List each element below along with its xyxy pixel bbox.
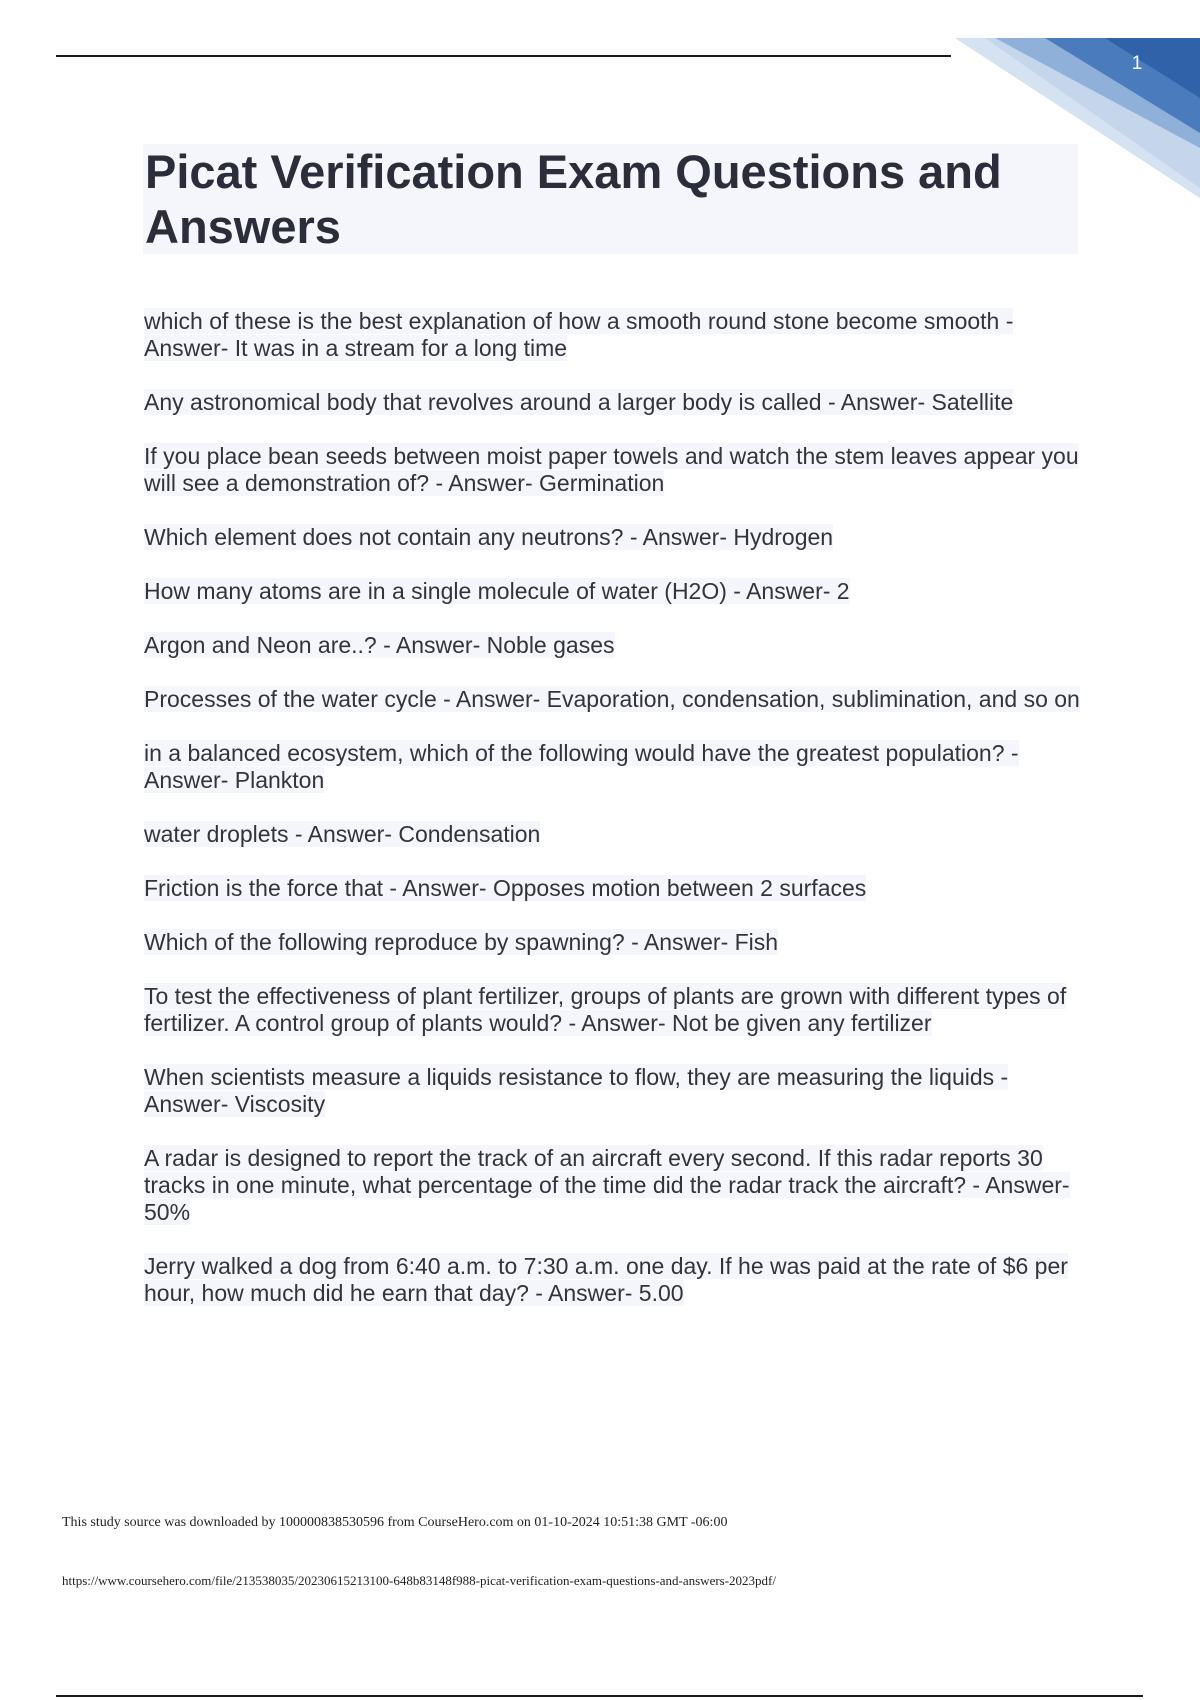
qa-text: When scientists measure a liquids resistance to flow, they are measuring the liquids - Answer- Viscosity bbox=[144, 1064, 1009, 1117]
qa-text: If you place bean seeds between moist paper towels and watch the stem leaves appear you will see a demonstration of? - Answer- Germination bbox=[144, 443, 1079, 496]
qa-item bbox=[144, 443, 1089, 497]
qa-text: How many atoms are in a single molecule of water (H2O) - Answer- 2 bbox=[144, 578, 850, 604]
qa-item bbox=[144, 821, 1089, 848]
qa-item bbox=[144, 578, 1089, 605]
qa-text: Processes of the water cycle - Answer- Evaporation, condensation, sublimination, and so on bbox=[144, 686, 1080, 712]
question-answer-list bbox=[144, 308, 1089, 1334]
qa-text: which of these is the best explanation of how a smooth round stone become smooth - Answer- It was in a stream for a long time bbox=[144, 308, 1014, 361]
qa-text: Jerry walked a dog from 6:40 a.m. to 7:30 a.m. one day. If he was paid at the rate of $6 per hour, how much did he earn that day? - Answer- 5.00 bbox=[144, 1253, 1068, 1306]
page-title: Picat Verification Exam Questions and Answers bbox=[145, 145, 1002, 253]
qa-item bbox=[144, 686, 1089, 713]
qa-text: water droplets - Answer- Condensation bbox=[144, 821, 541, 847]
header-rule bbox=[56, 55, 951, 57]
qa-text: Friction is the force that - Answer- Opposes motion between 2 surfaces bbox=[144, 875, 867, 901]
qa-item bbox=[144, 740, 1089, 794]
source-note: This study source was downloaded by 100000838530596 from CourseHero.com on 01-10-2024 10:51:38 GMT -06:00 bbox=[62, 1515, 728, 1530]
qa-text: A radar is designed to report the track of an aircraft every second. If this radar reports 30 tracks in one minute, what percentage of the time did the radar track the aircraft? - Answer- 50% bbox=[144, 1145, 1070, 1225]
qa-item bbox=[144, 929, 1089, 956]
qa-item bbox=[144, 1064, 1089, 1118]
source-url[interactable]: https://www.coursehero.com/file/213538035/20230615213100-648b83148f988-picat-verification-exam-questions-and-answers-2023pdf/ bbox=[62, 1573, 776, 1588]
qa-item bbox=[144, 1145, 1089, 1226]
qa-item bbox=[144, 308, 1089, 362]
qa-item bbox=[144, 875, 1089, 902]
qa-item bbox=[144, 632, 1089, 659]
qa-text: in a balanced ecosystem, which of the following would have the greatest population? - Answer- Plankton bbox=[144, 740, 1019, 793]
qa-text: Which element does not contain any neutrons? - Answer- Hydrogen bbox=[144, 524, 834, 550]
qa-text: To test the effectiveness of plant fertilizer, groups of plants are grown with different types of fertilizer. A control group of plants would? - Answer- Not be given any fertilizer bbox=[144, 983, 1067, 1036]
qa-item bbox=[144, 1253, 1089, 1307]
page-number: 1 bbox=[1131, 53, 1143, 74]
footer-rule bbox=[56, 1695, 1143, 1697]
qa-item bbox=[144, 524, 1089, 551]
qa-text: Argon and Neon are..? - Answer- Noble gases bbox=[144, 632, 615, 658]
qa-text: Which of the following reproduce by spawning? - Answer- Fish bbox=[144, 929, 779, 955]
qa-item bbox=[144, 983, 1089, 1037]
qa-text: Any astronomical body that revolves around a larger body is called - Answer- Satellite bbox=[144, 389, 1014, 415]
qa-item bbox=[144, 389, 1089, 416]
